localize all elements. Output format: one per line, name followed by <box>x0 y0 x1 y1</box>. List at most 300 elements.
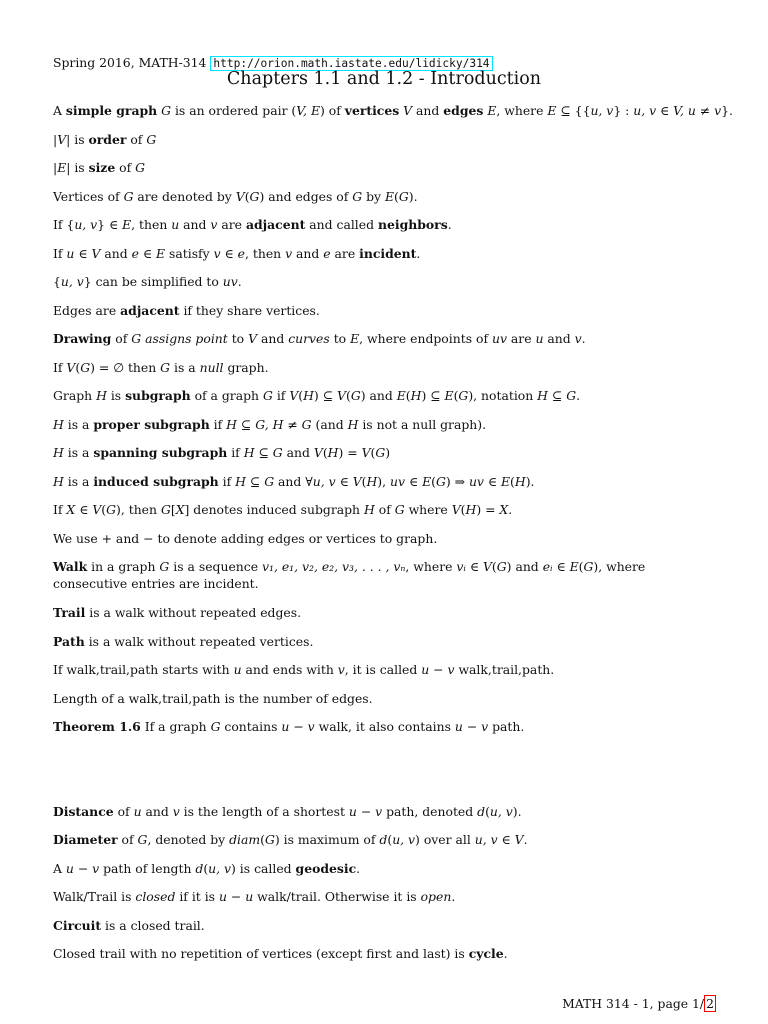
math-symbol: u <box>421 662 430 677</box>
text-run: ( <box>491 559 497 574</box>
text-run: , denoted by <box>147 832 230 847</box>
text-run: path. <box>488 719 525 734</box>
text-run: is a <box>63 445 94 460</box>
math-symbol: u, v <box>633 103 657 118</box>
math-symbol: G <box>264 474 275 489</box>
paragraph <box>53 917 718 934</box>
text-run: ) of <box>319 103 345 118</box>
math-symbol: G <box>160 502 171 517</box>
text-run: − <box>73 861 93 876</box>
text-run: , then <box>131 217 172 232</box>
math-symbol: u <box>218 889 227 904</box>
math-symbol: X <box>66 502 76 517</box>
text-run: if <box>272 388 290 403</box>
math-symbol: H <box>53 417 64 432</box>
math-symbol: V <box>337 388 346 403</box>
paragraph <box>53 803 718 820</box>
math-symbol: v <box>210 217 218 232</box>
math-symbol: E <box>487 103 497 118</box>
text-run: ∈ <box>497 832 515 847</box>
math-symbol: E <box>422 474 432 489</box>
text-run: is not a null graph). <box>358 417 487 432</box>
math-symbol: u, v <box>474 832 498 847</box>
term: size <box>88 160 116 175</box>
text-run: ∈ <box>220 246 238 261</box>
paragraph <box>53 245 718 262</box>
text-run: [ <box>170 502 176 517</box>
term: Circuit <box>53 918 102 933</box>
math-symbol: v₁, e₁, v₂, e₂, v₃, . . . , vₙ <box>261 559 406 574</box>
text-run: is a walk without repeated vertices. <box>84 634 314 649</box>
text-run: ( <box>387 832 393 847</box>
math-symbol: curves <box>288 331 330 346</box>
text-run: is a <box>63 474 94 489</box>
math-symbol: G <box>146 132 157 147</box>
math-symbol: V <box>403 103 413 118</box>
text-run: . <box>356 861 361 876</box>
text-run: ). <box>408 189 418 204</box>
math-symbol: H <box>465 502 477 517</box>
paragraph <box>53 359 718 376</box>
math-symbol: v <box>337 662 345 677</box>
course-label: Spring 2016, MATH-314 <box>53 55 207 70</box>
text-run: . <box>447 217 452 232</box>
math-symbol: E <box>444 388 454 403</box>
text-run: | is <box>66 132 89 147</box>
text-run: ) and edges of <box>259 189 353 204</box>
math-symbol: v <box>307 719 315 734</box>
math-symbol: v <box>213 246 221 261</box>
paragraph <box>53 444 718 461</box>
math-symbol: G <box>210 719 221 734</box>
text-run: . <box>503 946 508 961</box>
text-run: ( <box>394 189 399 204</box>
math-symbol: v <box>447 662 455 677</box>
term: subgraph <box>125 388 191 403</box>
text-run: and <box>257 331 289 346</box>
text-run: of <box>117 832 138 847</box>
text-run: and ends with <box>241 662 338 677</box>
page-footer <box>562 996 716 1011</box>
paragraph <box>53 860 718 877</box>
text-run: ( <box>453 388 459 403</box>
term: geodesic <box>295 861 357 876</box>
text-run: ( <box>431 474 436 489</box>
text-run: path, denoted <box>382 804 478 819</box>
paragraph <box>53 661 718 678</box>
paragraph <box>53 416 718 433</box>
math-symbol: V <box>235 189 245 204</box>
text-run: | <box>53 160 58 175</box>
math-symbol: G <box>135 160 146 175</box>
paragraph <box>53 302 718 319</box>
text-run: and ∀ <box>274 474 313 489</box>
text-run: Length of a walk,trail,path is the number of edges. <box>53 691 373 706</box>
math-symbol: H <box>226 417 237 432</box>
text-run: , where endpoints of <box>359 331 492 346</box>
text-run: is a closed trail. <box>101 918 205 933</box>
math-symbol: G <box>80 360 91 375</box>
text-run: ∈ <box>335 474 353 489</box>
text-run: is a <box>170 360 200 375</box>
math-symbol: e <box>323 246 331 261</box>
math-symbol: G <box>264 832 275 847</box>
math-symbol: v <box>92 861 100 876</box>
math-symbol: assigns point <box>145 331 228 346</box>
text-run: ∈ <box>74 246 92 261</box>
text-run: (and <box>311 417 348 432</box>
text-run: and <box>412 103 444 118</box>
paragraph <box>53 945 718 962</box>
math-symbol: e <box>131 246 139 261</box>
text-run: and <box>179 217 211 232</box>
term: Trail <box>53 605 86 620</box>
term: cycle <box>468 946 504 961</box>
page-number-label: MATH 314 - 1, page 1/ <box>562 996 705 1011</box>
text-run: ⊆ <box>236 417 256 432</box>
text-run: if they share vertices. <box>179 303 320 318</box>
text-run: ) <box>385 445 391 460</box>
math-symbol: u <box>281 719 290 734</box>
text-run: ( <box>361 474 367 489</box>
text-run: . <box>508 502 513 517</box>
text-run: and <box>292 246 324 261</box>
math-symbol: G <box>435 474 446 489</box>
math-symbol: G <box>352 189 363 204</box>
text-run: ( <box>460 502 466 517</box>
math-symbol: V <box>248 331 258 346</box>
math-symbol: E <box>156 246 166 261</box>
text-run: − <box>356 804 376 819</box>
text-run: and <box>141 804 173 819</box>
text-run: ) and <box>506 559 543 574</box>
math-symbol: G <box>394 502 405 517</box>
text-run: ⊆ <box>254 445 273 460</box>
math-symbol: H <box>303 388 314 403</box>
math-symbol: V <box>352 474 362 489</box>
math-symbol: E <box>396 388 406 403</box>
term: simple graph <box>65 103 158 118</box>
math-symbol: H <box>347 417 359 432</box>
text-run: We use + and − to denote adding edges or vertices to graph. <box>53 531 438 546</box>
math-symbol: V <box>92 502 102 517</box>
text-run: where <box>404 502 452 517</box>
text-run: if it is <box>175 889 219 904</box>
math-symbol: G <box>160 360 171 375</box>
text-run: is an ordered pair ( <box>171 103 297 118</box>
paragraph <box>53 330 718 347</box>
text-run: walk/trail. Otherwise it is <box>253 889 421 904</box>
term: adjacent <box>120 303 180 318</box>
math-symbol: H <box>366 474 378 489</box>
math-symbol: u, v <box>208 861 232 876</box>
text-run: walk, it also contains <box>314 719 455 734</box>
math-symbol: H <box>514 474 526 489</box>
text-run: } : <box>613 103 634 118</box>
paragraph <box>53 888 718 905</box>
text-run: − <box>289 719 308 734</box>
paragraph <box>53 473 718 490</box>
paragraph <box>53 690 718 707</box>
math-symbol: uv <box>222 274 238 289</box>
term: incident <box>359 246 417 261</box>
text-run: contains <box>220 719 282 734</box>
text-run: and <box>543 331 575 346</box>
text-run: ) = <box>338 445 362 460</box>
text-run: of <box>374 502 395 517</box>
text-run: are denoted by <box>133 189 236 204</box>
text-run: Walk/Trail is <box>53 889 136 904</box>
text-run: If <box>53 360 67 375</box>
math-symbol: u, v <box>60 274 84 289</box>
math-symbol: u <box>65 861 74 876</box>
text-run: If walk,trail,path starts with <box>53 662 234 677</box>
text-run: is a walk without repeated edges. <box>85 605 302 620</box>
math-symbol: open <box>420 889 452 904</box>
math-symbol: G <box>398 189 409 204</box>
math-symbol: v <box>285 246 293 261</box>
math-symbol: G <box>583 559 594 574</box>
term: Diameter <box>53 832 118 847</box>
total-pages-link[interactable]: 2 <box>706 996 714 1011</box>
math-symbol: v <box>481 719 489 734</box>
math-symbol: d <box>195 861 204 876</box>
text-run: }. <box>721 103 733 118</box>
math-symbol: u <box>171 217 180 232</box>
math-symbol: d <box>477 804 486 819</box>
math-symbol: X <box>175 502 185 517</box>
text-run: ). <box>512 804 522 819</box>
text-run: is the length of a shortest <box>179 804 349 819</box>
text-run: ( <box>75 360 81 375</box>
text-run: if <box>218 474 236 489</box>
text-run: . <box>576 388 581 403</box>
math-symbol: E <box>569 559 579 574</box>
text-run: are <box>330 246 360 261</box>
math-symbol: v <box>714 103 722 118</box>
text-run: . <box>416 246 421 261</box>
text-run: of a graph <box>190 388 263 403</box>
text-run: If a graph <box>140 719 211 734</box>
text-run: to <box>227 331 249 346</box>
text-run: ), where consecutive entries are incident. <box>53 559 646 591</box>
paragraph <box>53 387 718 404</box>
math-symbol: u <box>66 246 75 261</box>
text-run: | <box>53 132 58 147</box>
math-symbol: G <box>123 189 134 204</box>
text-run: ( <box>510 474 515 489</box>
math-symbol: G <box>375 445 386 460</box>
text-run: if <box>209 417 227 432</box>
math-symbol: G <box>262 388 273 403</box>
text-run: ( <box>345 388 351 403</box>
text-run: satisfy <box>165 246 214 261</box>
text-run: If { <box>53 217 75 232</box>
math-symbol: d <box>379 832 388 847</box>
math-symbol: G <box>566 388 577 403</box>
text-run: is a sequence <box>169 559 262 574</box>
math-symbol: H <box>537 388 548 403</box>
text-run: ⊆ <box>245 474 265 489</box>
term: Walk <box>53 559 88 574</box>
text-run: } can be simplified to <box>83 274 223 289</box>
text-run: ) is maximum of <box>274 832 380 847</box>
text-run: ≠ <box>695 103 715 118</box>
text-run: , where <box>405 559 457 574</box>
text-run: If <box>53 502 67 517</box>
text-run: of <box>115 160 136 175</box>
math-symbol: H <box>243 445 255 460</box>
math-symbol: G <box>137 832 148 847</box>
math-symbol: V, E <box>296 103 320 118</box>
math-symbol: G <box>249 189 260 204</box>
text-run: ] denotes induced subgraph <box>184 502 364 517</box>
term: Distance <box>53 804 114 819</box>
math-symbol: E <box>547 103 557 118</box>
text-run: ( <box>405 388 411 403</box>
math-symbol: E <box>501 474 511 489</box>
text-run: , then <box>244 246 286 261</box>
math-symbol: G <box>350 388 361 403</box>
math-symbol: V <box>57 132 67 147</box>
math-symbol: G <box>458 388 469 403</box>
text-run: path of length <box>99 861 196 876</box>
text-run: and <box>282 445 314 460</box>
text-run: , where <box>496 103 548 118</box>
text-run: of <box>126 132 147 147</box>
math-symbol: H <box>235 474 246 489</box>
text-run: if <box>227 445 244 460</box>
math-symbol: u, v <box>590 103 614 118</box>
text-run: ( <box>260 832 265 847</box>
text-run: − <box>226 889 246 904</box>
term: order <box>88 132 127 147</box>
text-run: A <box>53 103 66 118</box>
math-symbol: u <box>348 804 357 819</box>
term: vertices <box>344 103 400 118</box>
math-symbol: V <box>66 360 76 375</box>
math-symbol: e <box>237 246 245 261</box>
paragraph <box>53 273 718 290</box>
text-run: − <box>429 662 448 677</box>
text-run: ). <box>525 474 535 489</box>
paragraph <box>53 188 718 205</box>
math-symbol: closed <box>135 889 176 904</box>
math-symbol: uv <box>390 474 405 489</box>
math-symbol: u <box>535 331 544 346</box>
text-run: ( <box>322 445 328 460</box>
math-symbol: V <box>361 445 371 460</box>
text-run: If <box>53 246 67 261</box>
term: adjacent <box>245 217 306 232</box>
paragraph <box>53 530 718 547</box>
term: spanning subgraph <box>93 445 228 460</box>
text-run: ∈ <box>405 474 423 489</box>
math-symbol: G <box>106 502 117 517</box>
term: Theorem 1.6 <box>53 719 141 734</box>
text-run: . <box>237 274 242 289</box>
math-symbol: eᵢ <box>542 559 553 574</box>
math-symbol: H <box>53 474 64 489</box>
text-run: } ∈ <box>97 217 123 232</box>
text-run: A <box>53 861 66 876</box>
page-title: Chapters 1.1 and 1.2 - Introduction <box>226 69 542 89</box>
math-symbol: E <box>385 189 395 204</box>
text-run: | is <box>66 160 89 175</box>
course-url-link[interactable]: http://orion.math.iastate.edu/lidicky/314 <box>210 56 492 71</box>
text-run: − <box>462 719 482 734</box>
text-run: Closed trail with no repetition of vertices (except first and last) is <box>53 946 469 961</box>
math-symbol: u <box>454 719 463 734</box>
text-run: is a <box>63 417 94 432</box>
math-symbol: u <box>233 662 242 677</box>
math-symbol: u, v <box>74 217 98 232</box>
math-symbol: G, H <box>255 417 284 432</box>
text-run: ∈ <box>483 474 501 489</box>
text-run: ), then <box>116 502 161 517</box>
math-symbol: H <box>53 445 64 460</box>
paragraph <box>53 501 718 518</box>
math-symbol: uv <box>468 474 484 489</box>
text-run: ∈ <box>138 246 157 261</box>
text-run: ), notation <box>468 388 538 403</box>
math-symbol: V <box>482 559 492 574</box>
text-run: ) is called <box>231 861 296 876</box>
text-run: . <box>581 331 586 346</box>
math-symbol: V <box>514 832 524 847</box>
text-run: ≠ <box>283 417 302 432</box>
math-symbol: G <box>496 559 507 574</box>
term: neighbors <box>377 217 448 232</box>
text-run: ⊆ <box>547 388 567 403</box>
text-run: is <box>106 388 126 403</box>
text-run: ( <box>485 804 490 819</box>
math-symbol: E <box>122 217 132 232</box>
text-run: and called <box>305 217 378 232</box>
text-run: ) ⇒ <box>445 474 469 489</box>
math-symbol: G <box>301 417 312 432</box>
math-symbol: v <box>574 331 582 346</box>
text-run: graph. <box>223 360 269 375</box>
paragraph <box>53 831 718 848</box>
text-run: { <box>53 274 61 289</box>
text-run: ) over all <box>415 832 475 847</box>
term: Path <box>53 634 85 649</box>
text-run: , it is called <box>344 662 422 677</box>
term: Drawing <box>53 331 112 346</box>
text-run: are <box>217 217 246 232</box>
text-run: of <box>113 804 134 819</box>
text-run: ) ⊆ <box>421 388 445 403</box>
math-symbol: V <box>91 246 101 261</box>
text-run: ( <box>578 559 584 574</box>
math-symbol: G <box>131 331 142 346</box>
text-run: in a graph <box>87 559 160 574</box>
text-run: ( <box>203 861 209 876</box>
text-run: ∈ <box>552 559 570 574</box>
text-run: ( <box>244 189 250 204</box>
paragraph <box>53 604 718 621</box>
page-header <box>53 55 493 70</box>
math-symbol: vᵢ <box>456 559 466 574</box>
math-symbol: E <box>57 160 67 175</box>
term: edges <box>443 103 484 118</box>
paragraph <box>53 159 718 176</box>
text-run: ( <box>298 388 304 403</box>
paragraph <box>53 718 718 735</box>
paragraph <box>53 131 718 148</box>
paragraph <box>53 558 718 592</box>
